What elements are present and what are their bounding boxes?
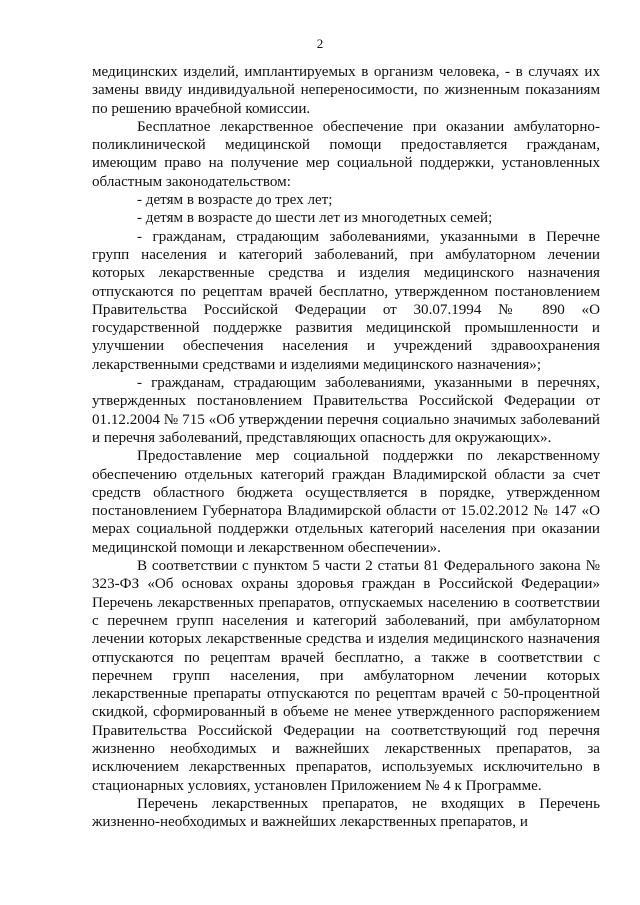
paragraph: Бесплатное лекарственное обеспечение при оказании амбулаторно-поликлинической медицинской помощи предоставляется гражданам, имеющим право на получение мер социальной поддержки, установленных областным законодательством: <box>92 118 600 190</box>
list-item: - детям в возрасте до трех лет; <box>137 192 333 209</box>
list-item: - детям в возрасте до шести лет из многодетных семей; <box>137 210 493 227</box>
paragraph: В соответствии с пунктом 5 части 2 статьи 81 Федерального закона № 323-ФЗ «Об основах охраны здоровья граждан в Российской Федерации» Перечень лекарственных препаратов, отпускаемых населению в соответствии с перечнем групп населения и категорий заболеваний, при амбулаторном лечении которых лекарственные средства и изделия медицинского назначения отпускаются по рецептам врачей бесплатно, а также в соответствии с перечнем групп населения, при амбулаторном лечении которых лекарственные препараты отпускаются по рецептам врачей с 50-процентной скидкой, сформированный в объеме не менее утвержденного распоряжением Правительства Российской Федерации на соответствующий год перечня жизненно необходимых и важнейших лекарственных препаратов, за исключением лекарственных препаратов, используемых исключительно в стационарных условиях, установлен Приложением № 4 к Программе. <box>92 558 600 794</box>
paragraph: Перечень лекарственных препаратов, не входящих в Перечень жизненно-необходимых и важнейших лекарственных препаратов, и <box>92 795 600 831</box>
paragraph: медицинских изделий, имплантируемых в организм человека, - в случаях их замены ввиду индивидуальной непереносимости, по жизненным показаниям по решению врачебной комиссии. <box>92 64 600 117</box>
list-item: - гражданам, страдающим заболеваниями, указанными в перечнях, утвержденных постановлением Правительства Российской Федерации от 01.12.2004 № 715 «Об утверждении перечня социально значимых заболеваний и перечня заболеваний, представляющих опасность для окружающих». <box>92 375 600 446</box>
list-item: - гражданам, страдающим заболеваниями, указанными в Перечне групп населения и категорий заболеваний, при амбулаторном лечении которых лекарственные средства и изделия медицинского назначения отпускаются по рецептам врачей бесплатно, утвержденном постановлением Правительства Российской Федерации от 30.07.1994 № 890 «О государственной поддержке развития медицинской промышленности и улучшении обеспечения населения и учреждений здравоохранения лекарственными средствами и изделиями медицинского назначения»; <box>92 228 600 373</box>
document-body <box>92 63 600 831</box>
paragraph: Предоставление мер социальной поддержки по лекарственному обеспечению отдельных категорий граждан Владимирской области за счет средств областного бюджета осуществляется в порядке, утвержденном постановлением Губернатора Владимирской области от 15.02.2012 № 147 «О мерах социальной поддержки отдельных категорий населения при оказании медицинской помощи и лекарственном обеспечении». <box>92 448 600 556</box>
page-number: 2 <box>316 36 324 51</box>
